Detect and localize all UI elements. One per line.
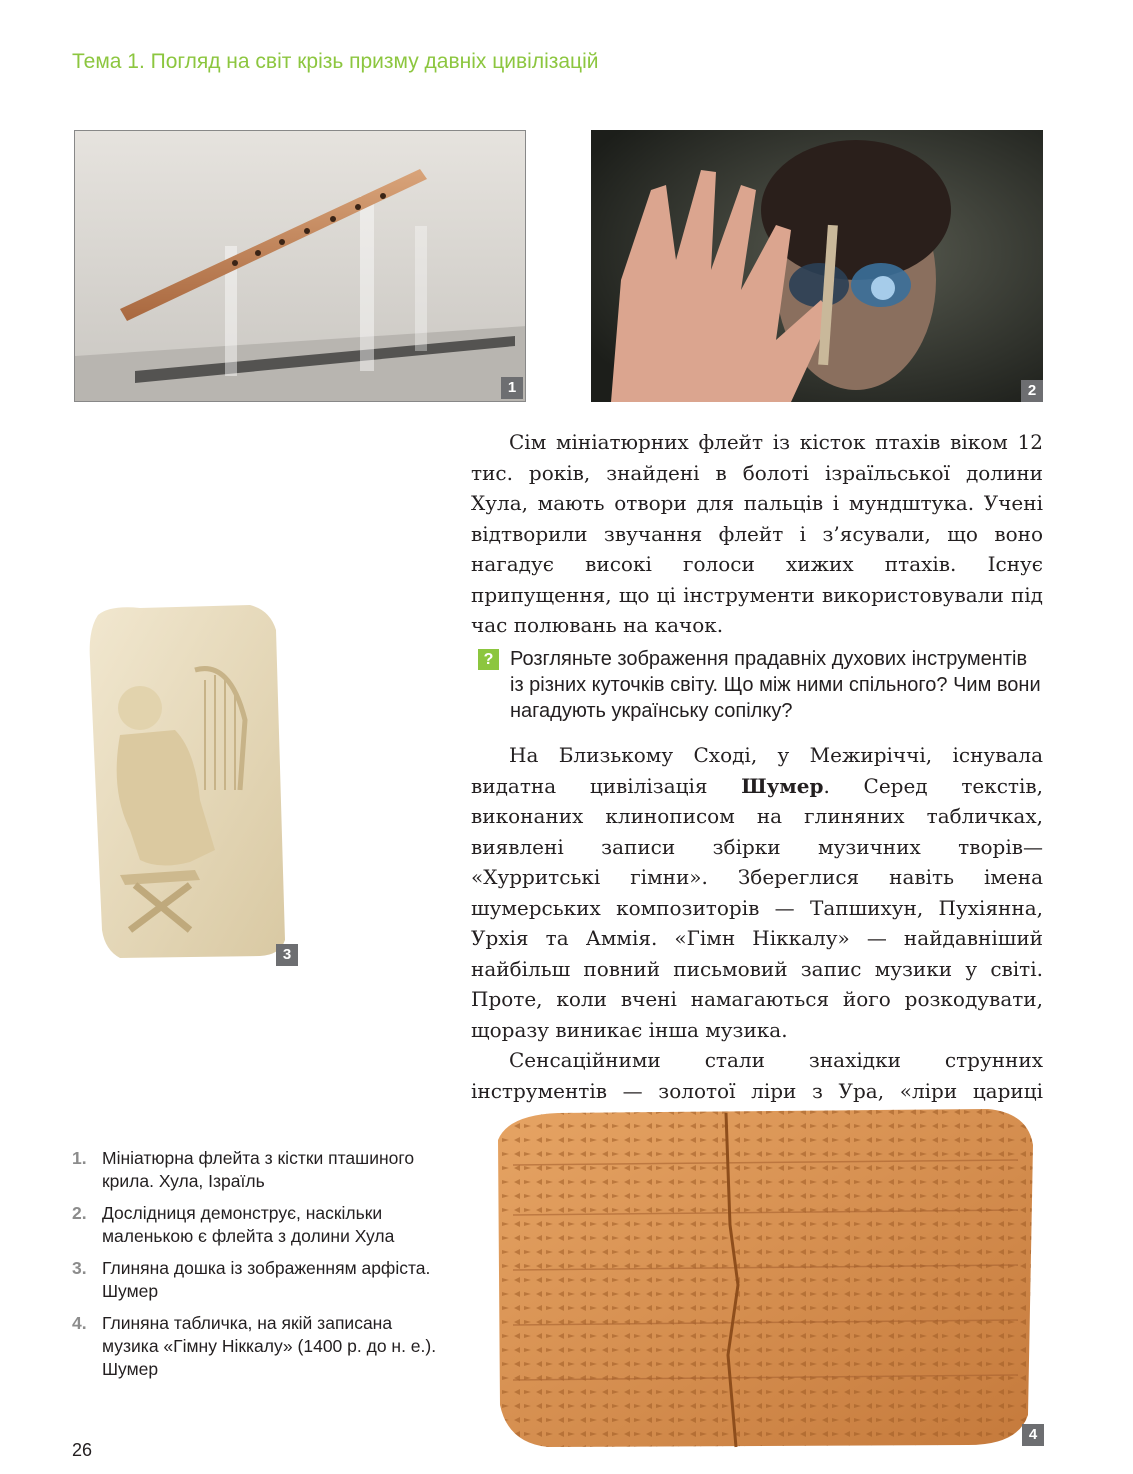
caption-number: 4. bbox=[72, 1313, 87, 1333]
figure-1-number: 1 bbox=[501, 377, 523, 399]
question-text: Розгляньте зображення прадавніх духових інструментів із різних куточків світу. Що між ними спільного? Чим вони нагадують українську сопілку? bbox=[510, 648, 1041, 722]
cuneiform-tablet-icon bbox=[468, 1105, 1046, 1450]
main-text-continued bbox=[471, 740, 1043, 1106]
caption-text: Дослідниця демонструє, наскільки маленькою є флейта з долини Хула bbox=[102, 1203, 395, 1246]
bone-flute-icon bbox=[75, 131, 526, 402]
paragraph-1: Сім мініатюрних флейт із кісток птахів віком 12 тис. років, знайдені в болоті ізраїльської долини Хула, мають отвори для пальців і мундштука. Учені відтворили звучання флейт і з’ясували, що воно нагадує високі голоси хижих птахів. Існує припущення, що ці інструменти використовували під час полювань на качок. bbox=[471, 430, 1043, 637]
main-text bbox=[471, 427, 1043, 641]
caption-number: 2. bbox=[72, 1203, 87, 1223]
caption-1 bbox=[72, 1147, 442, 1193]
caption-text: Мініатюрна флейта з кістки пташиного крила. Хула, Ізраїль bbox=[102, 1148, 415, 1191]
clay-plaque-harpist-icon bbox=[80, 600, 300, 970]
paragraph-2 bbox=[471, 740, 1043, 1045]
caption-text: Глиняна табличка, на якій записана музика «Гімну Ніккалу» (1400 р. до н. е.). Шумер bbox=[102, 1313, 437, 1379]
figure-4-number: 4 bbox=[1022, 1424, 1044, 1446]
figure-4-photo bbox=[468, 1105, 1046, 1450]
figure-3-photo bbox=[80, 600, 300, 970]
page-number: 26 bbox=[72, 1440, 93, 1460]
paragraph-3: Сенсаційними стали знахідки струнних інструментів — золотої ліри з Ура, «ліри цариці bbox=[471, 1048, 1043, 1103]
caption-text: Глиняна дошка із зображенням арфіста. Шумер bbox=[102, 1258, 431, 1301]
figure-2-number: 2 bbox=[1021, 380, 1043, 402]
caption-4 bbox=[72, 1312, 442, 1381]
figure-2-photo bbox=[591, 130, 1043, 402]
page-title: Тема 1. Погляд на світ крізь призму давніх цивілізацій bbox=[72, 50, 599, 73]
figure-captions bbox=[72, 1147, 442, 1390]
figure-1-photo bbox=[74, 130, 526, 402]
caption-number: 3. bbox=[72, 1258, 87, 1278]
paragraph-2-start: На Близькому Сході, у Межиріччі, існувала видатна цивілізація bbox=[471, 743, 1043, 798]
caption-number: 1. bbox=[72, 1148, 87, 1168]
caption-2 bbox=[72, 1202, 442, 1248]
researcher-holding-flute-icon bbox=[591, 130, 1043, 402]
question-mark-icon: ? bbox=[478, 649, 499, 670]
sumer-term: Шумер bbox=[741, 773, 824, 798]
figure-3-number: 3 bbox=[276, 944, 298, 966]
caption-3 bbox=[72, 1257, 442, 1303]
paragraph-2-end: . Серед текстів, виконаних клинописом на глиняних табличках, виявлені записи збірки музичних творів— «Хурритські гімни». Збереглися навіть імена шумерських композиторів — Тапшихун, Пухіянна, Урхія та Аммія. «Гімн Ніккалу» — найдавніший найбільш повний письмовий запис музики у світі. Проте, коли вчені намагаються його розкодувати, щоразу виникає інша музика. bbox=[471, 773, 1043, 1042]
